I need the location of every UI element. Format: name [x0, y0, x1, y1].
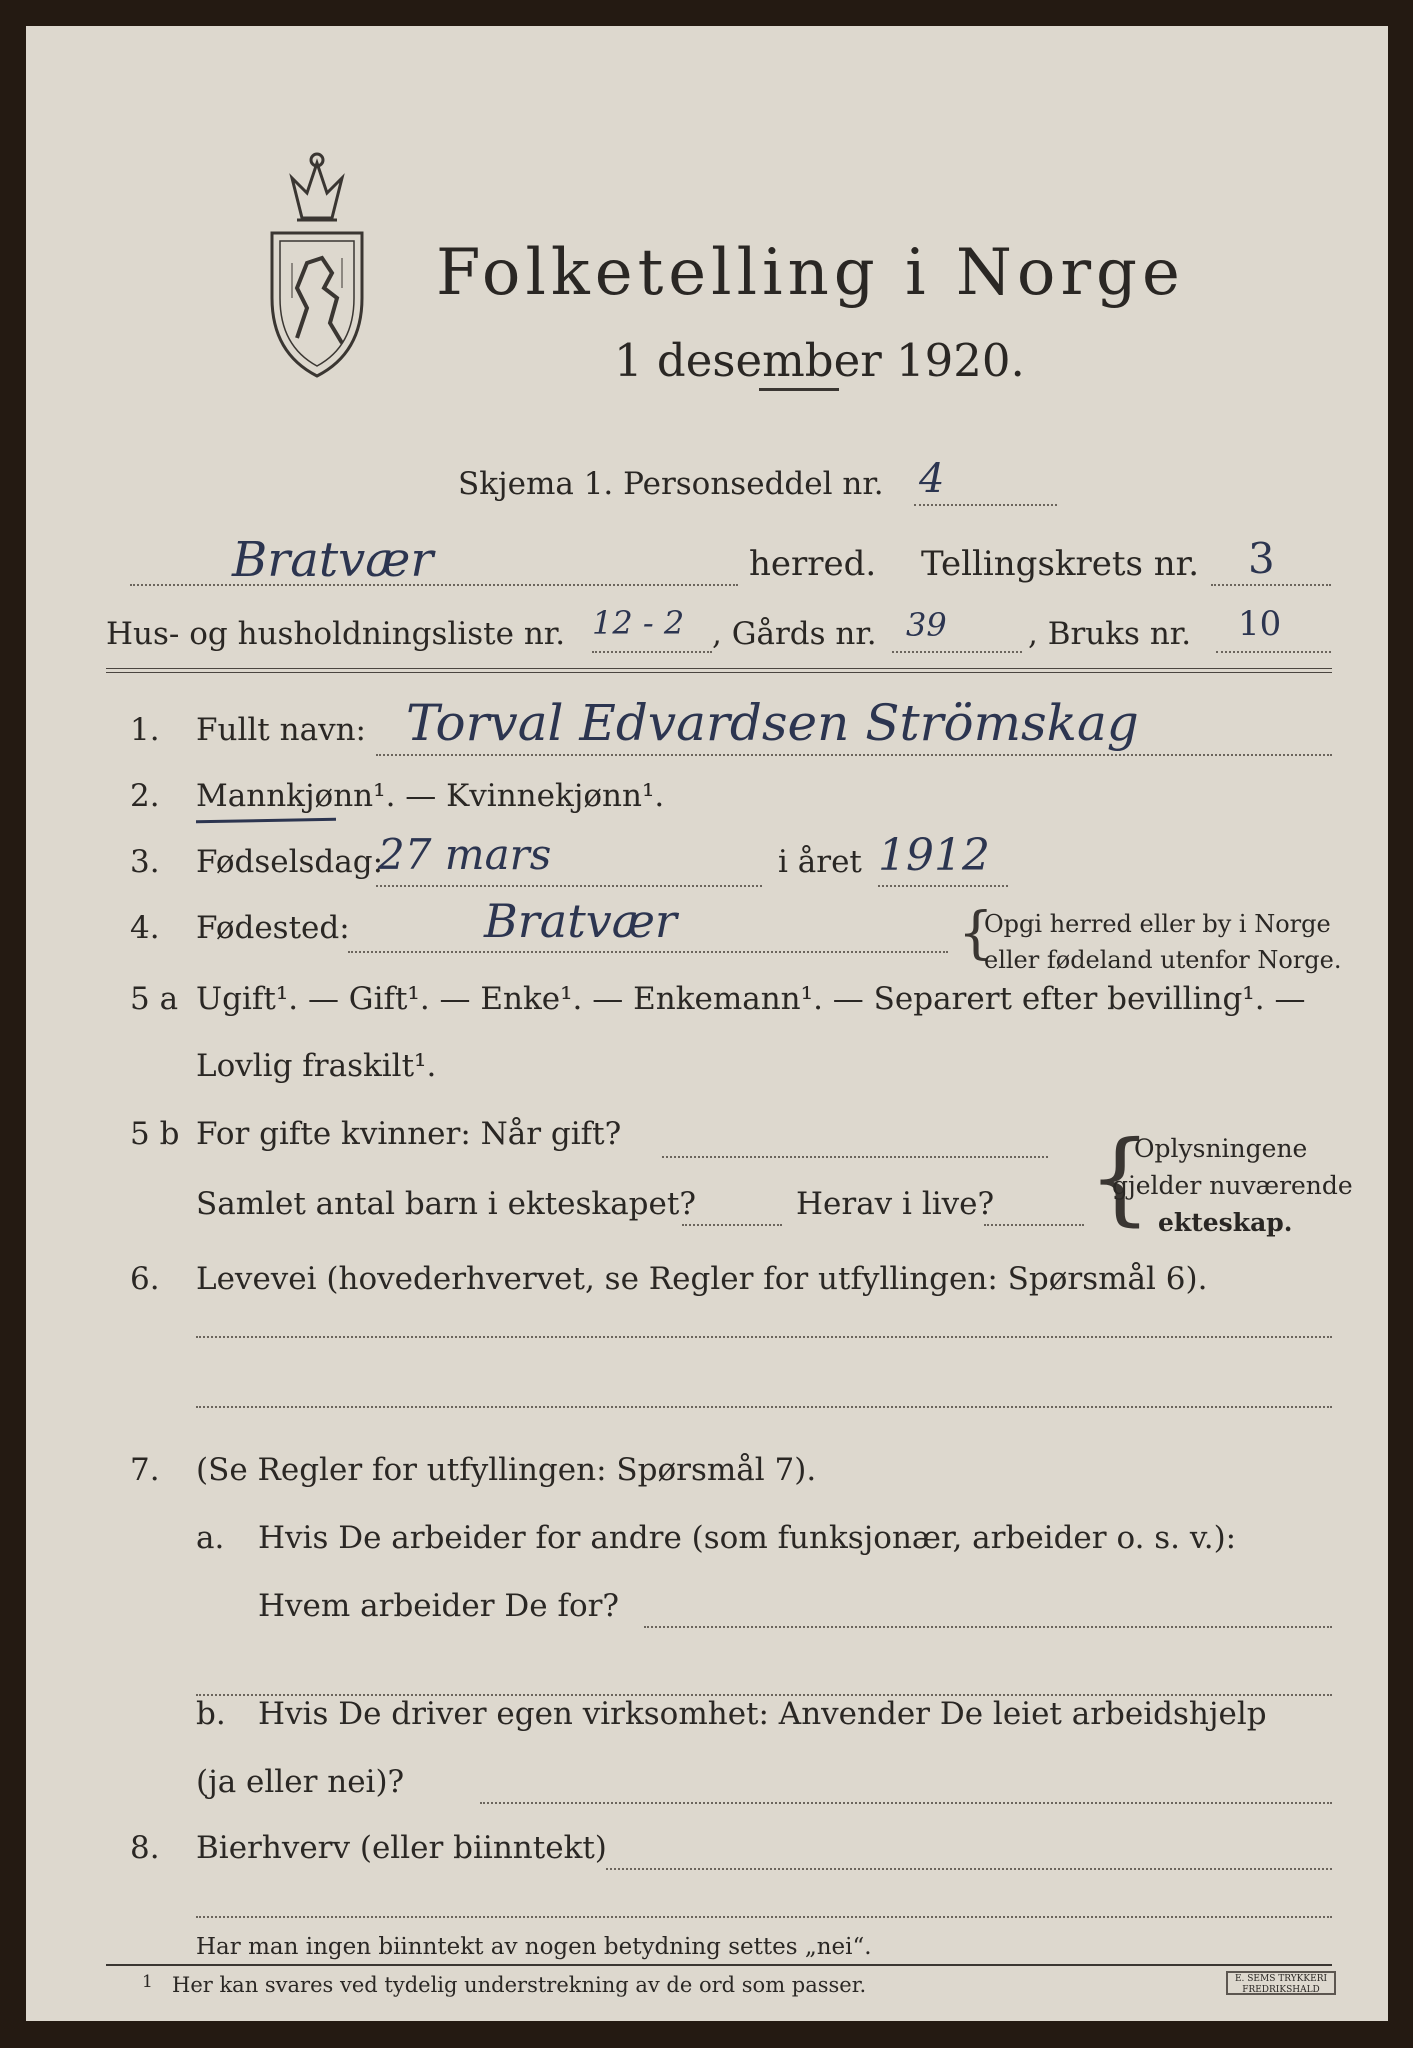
q7-label: (Se Regler for utfyllingen: Spørsmål 7).	[196, 1452, 817, 1488]
q7b-letter: b.	[196, 1696, 226, 1732]
q5b-alive-label: Herav i live?	[796, 1186, 995, 1222]
title-rule	[759, 388, 839, 391]
q4-dots	[348, 951, 948, 953]
q8-label: Bierhverv (eller biinntekt)	[196, 1830, 607, 1866]
q3-year-label: i året	[778, 844, 862, 880]
q8-dots-1	[606, 1868, 1332, 1870]
tellingskrets-dots	[1211, 584, 1331, 586]
printer-stamp	[1226, 1971, 1336, 1995]
civil-status-options: Ugift¹. — Gift¹. — Enke¹. — Enkemann¹. — Separert efter bevilling¹. —	[196, 981, 1306, 1017]
q5b-number: 5 b	[130, 1116, 180, 1152]
q7b-line1: Hvis De driver egen virksomhet: Anvender De leiet arbeidshjelp	[258, 1696, 1267, 1732]
q8-dots-2	[196, 1916, 1332, 1918]
gards-nr-value: 39	[906, 606, 947, 644]
footnote-rule	[106, 1964, 1332, 1966]
skjema-label: Skjema 1. Personseddel nr.	[458, 466, 884, 502]
personseddel-dots	[914, 504, 1057, 506]
footnote-text: Her kan svares ved tydelig understrekning av de ord som passer.	[172, 1973, 867, 1997]
q4-note-line1: Opgi herred eller by i Norge	[984, 910, 1331, 938]
q2-number: 2.	[130, 778, 160, 814]
full-name-value: Torval Edvardsen Strömskag	[406, 694, 1139, 752]
q8-note: Har man ingen biinntekt av nogen betydning settes „nei“.	[196, 1934, 872, 1960]
gards-label: , Gårds nr.	[712, 616, 877, 652]
personseddel-nr-value: 4	[919, 456, 945, 502]
q1-dots	[376, 754, 1332, 756]
birthplace-value: Bratvær	[484, 894, 677, 948]
q5b-alive-dots	[984, 1224, 1084, 1226]
q1-label: Fullt navn:	[196, 712, 366, 748]
q5b-married-dots	[662, 1156, 1048, 1158]
hus-nr-value: 12 - 2	[592, 604, 685, 642]
hus-label: Hus- og husholdningsliste nr.	[106, 616, 566, 652]
norwegian-coat-of-arms-icon	[262, 148, 372, 380]
q6-dots-1	[196, 1336, 1332, 1338]
q5b-note-line2: gjelder nuværende	[1112, 1171, 1353, 1200]
q3-day-dots	[376, 885, 762, 887]
header-double-rule	[106, 668, 1332, 673]
printer-stamp-line2: FREDRIKSHALD	[1242, 1985, 1320, 1995]
q4-number: 4.	[130, 910, 160, 946]
q7-number: 7.	[130, 1452, 160, 1488]
herred-name-value: Bratvær	[232, 532, 434, 588]
q6-label: Levevei (hovederhvervet, se Regler for utfyllingen: Spørsmål 6).	[196, 1261, 1208, 1297]
civil-status-options-cont: Lovlig fraskilt¹.	[196, 1048, 437, 1084]
form-title: Folketelling i Norge	[436, 236, 1185, 310]
herred-dots	[130, 584, 738, 586]
q1-number: 1.	[130, 712, 160, 748]
tellingskrets-nr-value: 3	[1248, 534, 1275, 583]
q5b-note-brace: {	[1088, 1119, 1152, 1236]
footnote-mark: 1	[142, 1972, 153, 1992]
q5b-married-label: For gifte kvinner: Når gift?	[196, 1116, 622, 1152]
census-form-sheet	[26, 26, 1388, 2021]
q5b-note-line3: ekteskap.	[1158, 1208, 1293, 1237]
q5b-children-label: Samlet antal barn i ekteskapet?	[196, 1186, 696, 1222]
tellingskrets-label: Tellingskrets nr.	[921, 544, 1200, 584]
q8-number: 8.	[130, 1830, 160, 1866]
q3-year-dots	[878, 885, 1008, 887]
bruks-nr-value: 10	[1238, 604, 1282, 644]
q4-label: Fødested:	[196, 910, 350, 946]
printer-stamp-line1: E. SEMS TRYKKERI	[1234, 1974, 1328, 1984]
q4-note-brace: {	[958, 901, 994, 966]
q7a-dots-1	[644, 1626, 1332, 1628]
herred-label: herred.	[749, 544, 877, 584]
mannkjonn-underline	[196, 818, 336, 823]
q7a-letter: a.	[196, 1520, 225, 1556]
hus-dots	[592, 651, 712, 653]
gender-options: Mannkjønn¹. — Kvinnekjønn¹.	[196, 778, 665, 814]
birth-day-value: 27 mars	[378, 830, 552, 879]
q7a-line2: Hvem arbeider De for?	[258, 1588, 620, 1624]
q7b-dots	[480, 1802, 1332, 1804]
q5a-number: 5 a	[130, 981, 179, 1017]
q5b-note-line1: Oplysningene	[1134, 1134, 1308, 1163]
q7a-line1: Hvis De arbeider for andre (som funksjonær, arbeider o. s. v.):	[258, 1520, 1237, 1556]
gards-dots	[892, 651, 1022, 653]
census-date: 1 desember 1920.	[614, 334, 1025, 387]
q3-number: 3.	[130, 844, 160, 880]
bruks-dots	[1216, 651, 1331, 653]
q5b-children-dots	[682, 1224, 782, 1226]
q6-number: 6.	[130, 1261, 160, 1297]
birth-year-value: 1912	[878, 830, 990, 881]
bruks-label: , Bruks nr.	[1028, 616, 1192, 652]
q3-label: Fødselsdag:	[196, 844, 384, 880]
q7b-line2: (ja eller nei)?	[196, 1764, 405, 1800]
q4-note-line2: eller fødeland utenfor Norge.	[984, 946, 1342, 974]
q6-dots-2	[196, 1406, 1332, 1408]
